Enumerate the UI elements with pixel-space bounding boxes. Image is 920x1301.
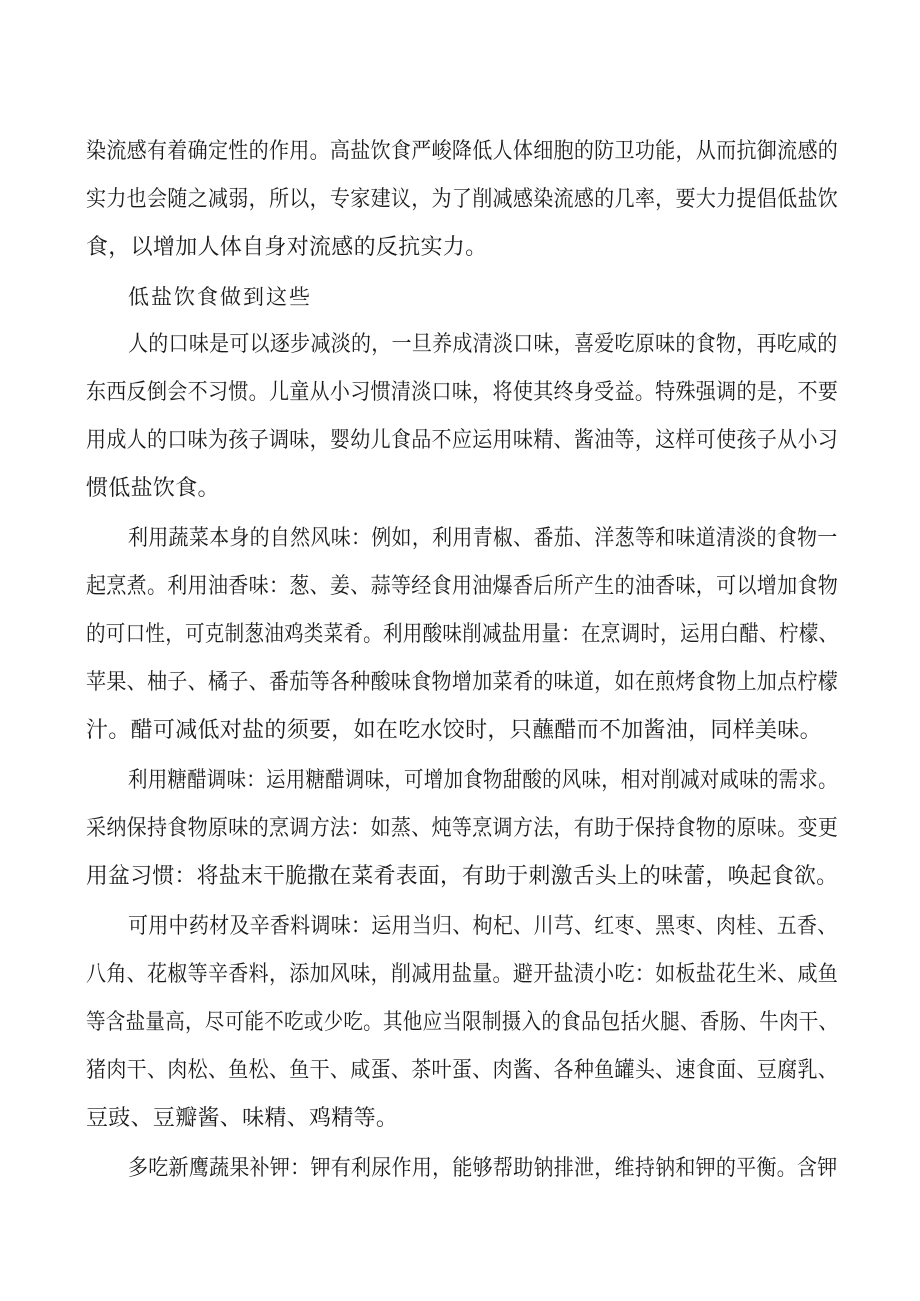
text-line: 八角、花椒等辛香料，添加风味，削减用盐量。避开盐渍小吃：如板盐花生米、咸鱼 <box>86 962 839 987</box>
section-heading: 低盐饮食做到这些 <box>128 285 312 309</box>
text-line: 等含盐量高，尽可能不吃或少吃。其他应当限制摄入的食品包括火腿、香肠、牛肉干、 <box>86 1010 839 1035</box>
text-line: 起烹煮。利用油香味：葱、姜、蒜等经食用油爆香后所产生的油香味，可以增加食物 <box>86 574 839 599</box>
text-line: 可用中药材及辛香料调味：运用当归、枸杞、川芎、红枣、黑枣、肉桂、五香、 <box>128 914 838 939</box>
text-line: 人的口味是可以逐步减淡的，一旦养成清淡口味，喜爱吃原味的食物，再吃咸的 <box>128 332 838 357</box>
text-line: 多吃新鹰蔬果补钾：钾有利尿作用，能够帮助钠排泄，维持钠和钾的平衡。含钾 <box>128 1156 838 1181</box>
text-line: 东西反倒会不习惯。儿童从小习惯清淡口味，将使其终身受益。特殊强调的是，不要 <box>86 380 839 405</box>
text-line: 用成人的口味为孩子调味，婴幼儿食品不应运用味精、酱油等，这样可使孩子从小习 <box>86 428 839 453</box>
text-line: 利用糖醋调味：运用糖醋调味，可增加食物甜酸的风味，相对削减对咸味的需求。 <box>128 768 838 793</box>
text-line: 食，以增加人体自身对流感的反抗实力。 <box>86 235 488 260</box>
text-line: 染流感有着确定性的作用。高盐饮食严峻降低人体细胞的防卫功能，从而抗御流感的 <box>86 139 839 164</box>
text-line: 豆豉、豆瓣酱、味精、鸡精等。 <box>86 1106 399 1131</box>
text-line: 惯低盐饮食。 <box>86 476 220 501</box>
text-line: 用盆习惯：将盐末干脆撒在菜肴表面，有助于刺激舌头上的味蕾，唤起食欲。 <box>86 864 839 889</box>
text-line: 利用蔬菜本身的自然风味：例如，利用青椒、番茄、洋葱等和味道清淡的食物一 <box>128 526 838 551</box>
text-line: 汁。醋可减低对盐的须要，如在吃水饺时，只蘸醋而不加酱油，同样美味。 <box>86 718 822 743</box>
text-line: 的可口性，可克制葱油鸡类菜肴。利用酸味削减盐用量：在烹调时，运用白醋、柠檬、 <box>86 622 839 647</box>
text-line: 猪肉干、肉松、鱼松、鱼干、咸蛋、茶叶蛋、肉酱、各种鱼罐头、速食面、豆腐乳、 <box>86 1058 839 1083</box>
text-line: 采纳保持食物原味的烹调方法：如蒸、炖等烹调方法，有助于保持食物的原味。变更 <box>86 816 839 841</box>
text-line: 苹果、柚子、橘子、番茄等各种酸味食物增加菜肴的味道，如在煎烤食物上加点柠檬 <box>86 670 839 695</box>
text-line: 实力也会随之减弱，所以，专家建议，为了削减感染流感的几率，要大力提倡低盐饮 <box>86 187 839 212</box>
